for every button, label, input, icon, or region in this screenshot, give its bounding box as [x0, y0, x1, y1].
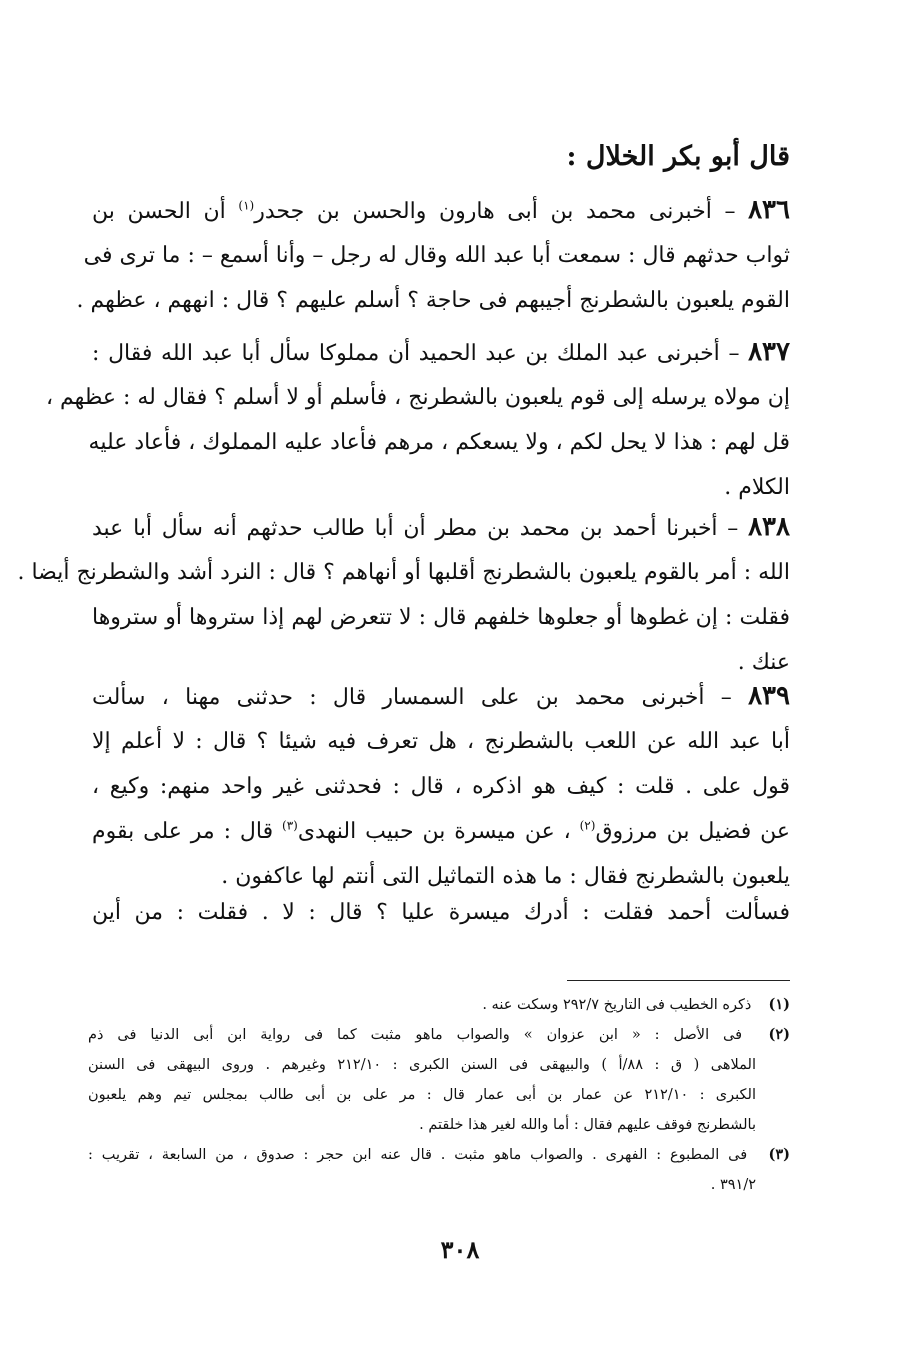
footnote-line [88, 1140, 790, 1170]
text-line: عنك . [737, 650, 790, 675]
footnote-divider [567, 980, 790, 981]
text-line [92, 809, 790, 854]
text-line: الله : أمر بالقوم يلعبون بالشطرنج أقلبها أو أنهاهم ؟ قال : النرد أشد والشطرنج أيضا . [17, 560, 790, 585]
hadith-number: ٨٣٨ [748, 512, 790, 542]
text-line [92, 505, 790, 550]
footnote-line [88, 990, 790, 1020]
hadith-number: ٨٣٧ [748, 337, 790, 367]
text-line: ثواب حدثهم قال : سمعت أبا عبد الله وقال له رجل – وأنا أسمع – : ما ترى فى [83, 243, 790, 268]
text-line [92, 188, 790, 233]
footnote-text: ذكره الخطيب فى التاريخ ٢٩٢/٧ وسكت عنه . [482, 997, 752, 1013]
section-heading: قال أبو بكر الخلال : [566, 141, 790, 172]
line-text: أن الحسن بن [92, 199, 239, 224]
footnote-text: فى الأصل : « ابن عزوان » والصواب ماهو مثبت كما فى رواية ابن أبى الدنيا فى ذم [88, 1027, 743, 1043]
hadith-number: ٨٣٦ [748, 195, 790, 225]
paragraph-839 [92, 674, 790, 899]
footnote-number: (٣) [768, 1146, 791, 1163]
text-line [92, 674, 790, 719]
footnote-text: فى المطبوع : الفهرى . والصواب ماهو مثبت . قال عنه ابن حجر : صدوق ، من السابعة ، تقريب : [88, 1147, 748, 1163]
footnote-number: (١) [768, 996, 790, 1013]
footnote-line: بالشطرنج فوقف عليهم فقال : أما والله لغير هذا خلقتم . [419, 1117, 756, 1133]
footnotes [88, 990, 790, 1200]
line-text: – أخبرنى محمد بن أبى هارون والحسن بن جحدر [254, 199, 749, 224]
footnote-ref: (٣) [282, 818, 298, 833]
line-text: – أخبرنى عبد الملك بن عبد الحميد أن مملوكا سأل أبا عبد الله فقال : [92, 341, 749, 366]
text-line: قل لهم : هذا لا يحل لكم ، ولا يسعكم ، مرهم فأعاد عليه المملوك ، فأعاد عليه [88, 430, 790, 455]
paragraph-837 [45, 330, 790, 510]
footnote-line [88, 1020, 790, 1050]
paragraph-836 [76, 188, 790, 323]
hadith-number: ٨٣٩ [748, 681, 790, 711]
footnote-ref: (١) [238, 198, 255, 213]
text-line: يلعبون بالشطرنج فقال : ما هذه التماثيل التى أنتم لها عاكفون . [221, 864, 790, 889]
line-text: عن فضيل بن مرزوق [595, 819, 791, 844]
line-text: – أخبرنى محمد بن على السمسار قال : حدثنى مهنا ، سألت [92, 685, 749, 710]
text-line: إن مولاه يرسله إلى قوم يلعبون بالشطرنج ، فأسلم أو لا أسلم ؟ فقال له : عظهم ، [45, 385, 790, 410]
text-line: فسألت أحمد فقلت : أدرك ميسرة عليا ؟ قال : لا . فقلت : من أين [92, 900, 790, 925]
page-number: ٣٠٨ [440, 1235, 480, 1264]
footnote-ref: (٢) [579, 818, 596, 833]
text-line: فقلت : إن غطوها أو جعلوها خلفهم قال : لا تتعرض لهم إذا ستروها أو ستروها [92, 605, 790, 630]
footnote-line: الملاهى ( ق : ٨٨/أ ) والبيهقى فى السنن الكبرى : ٢١٢/١٠ وغيرهم . وروى البيهقى فى السنن [88, 1057, 757, 1073]
footnote-number: (٢) [768, 1026, 791, 1043]
text-line: قول على . قلت : كيف هو اذكره ، قال : فحدثنى غير واحد منهم: وكيع ، [92, 774, 790, 799]
line-text: ، عن ميسرة بن حبيب النهدى [297, 819, 580, 844]
text-line: القوم يلعبون بالشطرنج أجيبهم فى حاجة ؟ أسلم عليهم ؟ قال : انههم ، عظهم . [76, 288, 790, 313]
text-line: الكلام . [724, 475, 790, 500]
footnote-line: ٣٩١/٢ . [710, 1177, 756, 1193]
line-text: – أخبرنا أحمد بن محمد بن مطر أن أبا طالب حدثهم أنه سأل أبا عبد [92, 516, 749, 541]
paragraph-838 [17, 505, 790, 685]
paragraph-continuation [92, 890, 790, 935]
line-text: قال : مر على بقوم [92, 819, 282, 844]
text-line: أبا عبد الله عن اللعب بالشطرنج ، هل تعرف فيه شيئا ؟ قال : لا أعلم إلا [92, 729, 790, 754]
footnote-line: الكبرى : ٢١٢/١٠ عن عمار بن أبى عمار قال : مر على بن أبى طالب بمجلس تيم وهم يلعبون [88, 1087, 756, 1103]
text-line [92, 330, 790, 375]
